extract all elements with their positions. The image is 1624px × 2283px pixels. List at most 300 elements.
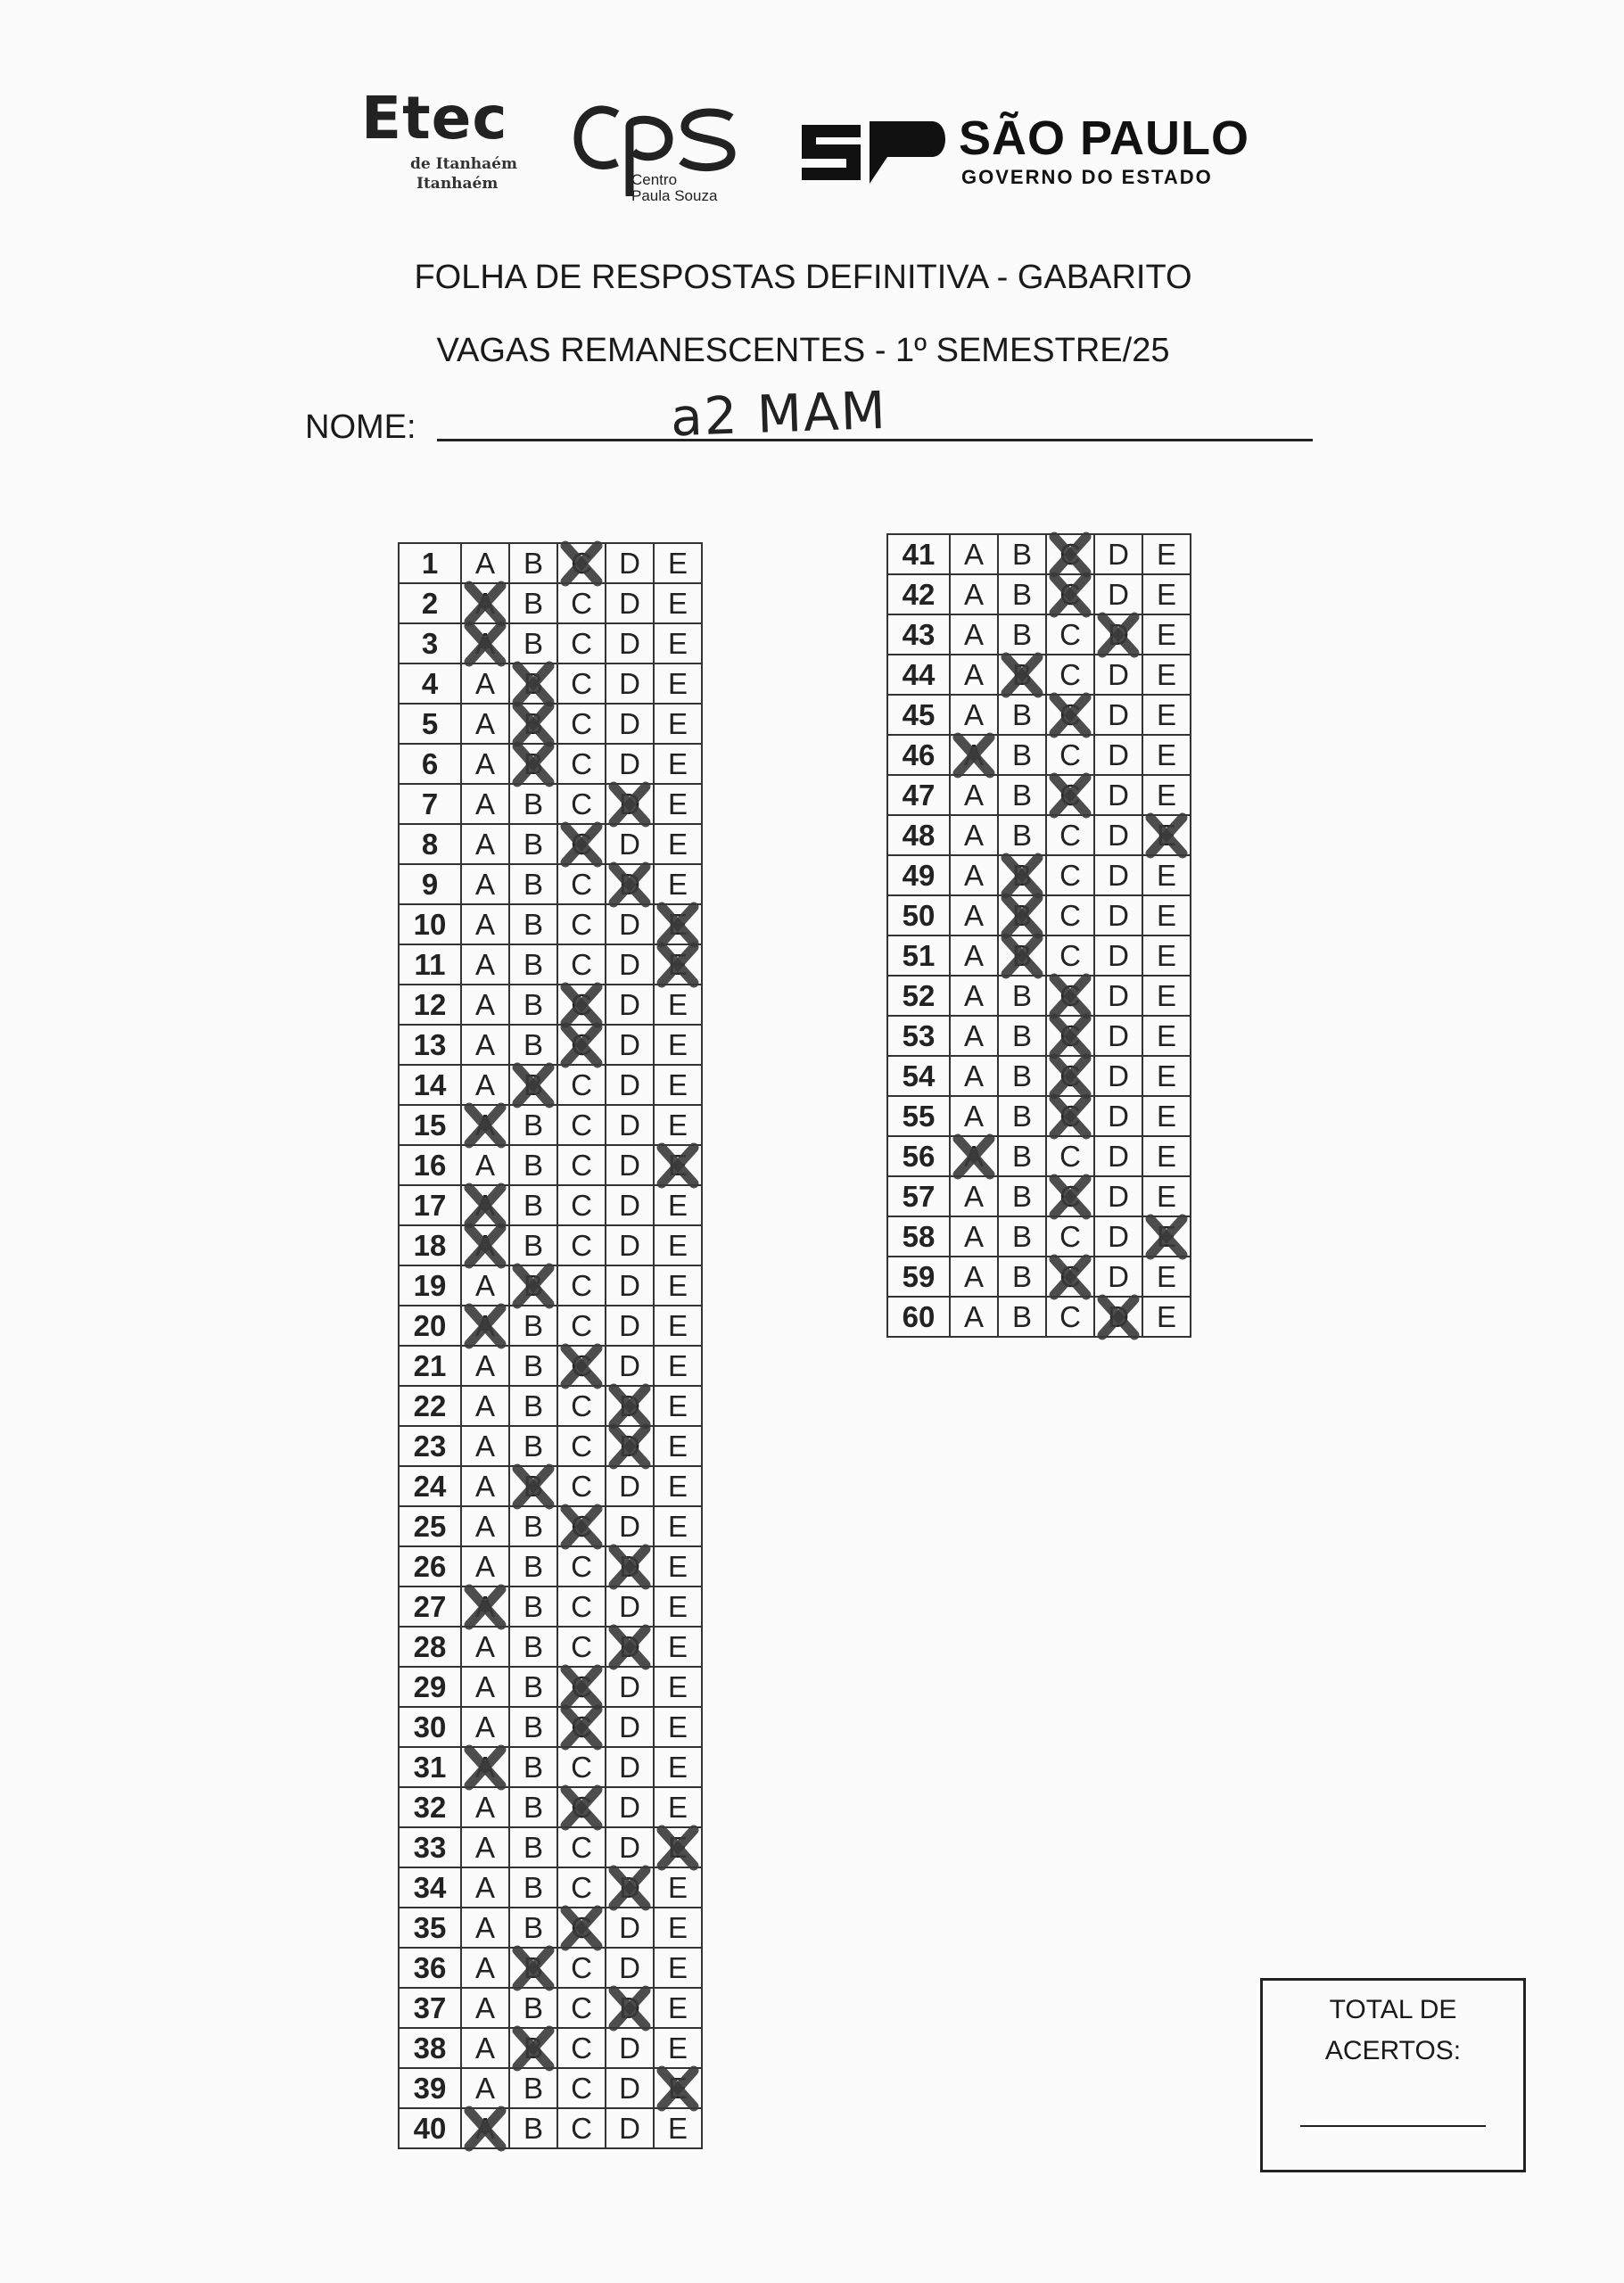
- answer-option-d[interactable]: D: [606, 1346, 654, 1386]
- answer-option-e[interactable]: E: [654, 1667, 702, 1707]
- answer-option-e[interactable]: E: [1142, 1176, 1191, 1216]
- answer-option-c[interactable]: C: [557, 744, 606, 784]
- answer-option-b[interactable]: B: [998, 895, 1046, 935]
- answer-option-a[interactable]: A: [950, 655, 998, 695]
- answer-option-c[interactable]: C: [557, 1667, 606, 1707]
- answer-option-d[interactable]: D: [606, 1065, 654, 1105]
- answer-option-e[interactable]: E: [654, 1306, 702, 1346]
- answer-option-a[interactable]: A: [461, 1948, 509, 1988]
- answer-option-c[interactable]: C: [557, 1867, 606, 1908]
- answer-option-a[interactable]: A: [461, 1908, 509, 1948]
- answer-option-b[interactable]: B: [998, 935, 1046, 976]
- answer-option-b[interactable]: B: [509, 2028, 557, 2068]
- answer-option-a[interactable]: A: [461, 1587, 509, 1627]
- answer-option-d[interactable]: D: [606, 744, 654, 784]
- answer-option-a[interactable]: A: [461, 1707, 509, 1747]
- answer-option-d[interactable]: D: [606, 1627, 654, 1667]
- answer-option-e[interactable]: E: [654, 1346, 702, 1386]
- answer-option-d[interactable]: D: [606, 1546, 654, 1587]
- answer-option-b[interactable]: B: [509, 904, 557, 944]
- answer-option-d[interactable]: D: [606, 985, 654, 1025]
- answer-option-b[interactable]: B: [509, 1306, 557, 1346]
- answer-option-c[interactable]: C: [557, 1185, 606, 1225]
- answer-option-d[interactable]: D: [606, 1386, 654, 1426]
- answer-option-a[interactable]: A: [461, 1306, 509, 1346]
- answer-option-c[interactable]: C: [557, 543, 606, 583]
- answer-option-a[interactable]: A: [950, 1297, 998, 1337]
- answer-option-d[interactable]: D: [606, 1466, 654, 1506]
- answer-option-e[interactable]: E: [654, 1627, 702, 1667]
- answer-option-c[interactable]: C: [557, 1948, 606, 1988]
- answer-option-b[interactable]: B: [509, 623, 557, 663]
- answer-option-e[interactable]: E: [654, 1988, 702, 2028]
- answer-option-c[interactable]: C: [557, 1065, 606, 1105]
- answer-option-e[interactable]: E: [1142, 935, 1191, 976]
- answer-option-b[interactable]: B: [509, 1827, 557, 1867]
- answer-option-d[interactable]: D: [606, 623, 654, 663]
- answer-option-e[interactable]: E: [654, 904, 702, 944]
- answer-option-a[interactable]: A: [461, 1627, 509, 1667]
- answer-option-c[interactable]: C: [1046, 574, 1094, 614]
- answer-option-c[interactable]: C: [1046, 1016, 1094, 1056]
- answer-option-a[interactable]: A: [461, 1988, 509, 2028]
- answer-option-c[interactable]: C: [557, 1546, 606, 1587]
- answer-option-d[interactable]: D: [1094, 1136, 1142, 1176]
- answer-option-a[interactable]: A: [461, 1225, 509, 1265]
- answer-option-e[interactable]: E: [1142, 1216, 1191, 1257]
- answer-option-a[interactable]: A: [461, 1466, 509, 1506]
- answer-option-b[interactable]: B: [998, 574, 1046, 614]
- answer-option-b[interactable]: B: [998, 815, 1046, 855]
- answer-option-a[interactable]: A: [461, 784, 509, 824]
- answer-option-d[interactable]: D: [606, 1988, 654, 2028]
- answer-option-b[interactable]: B: [509, 824, 557, 864]
- answer-option-d[interactable]: D: [1094, 614, 1142, 655]
- answer-option-e[interactable]: E: [1142, 534, 1191, 574]
- answer-option-a[interactable]: A: [950, 534, 998, 574]
- answer-option-d[interactable]: D: [606, 1867, 654, 1908]
- answer-option-a[interactable]: A: [950, 1096, 998, 1136]
- answer-option-e[interactable]: E: [654, 1948, 702, 1988]
- answer-option-b[interactable]: B: [998, 655, 1046, 695]
- answer-option-b[interactable]: B: [509, 1025, 557, 1065]
- answer-option-b[interactable]: B: [509, 1145, 557, 1185]
- answer-option-a[interactable]: A: [950, 935, 998, 976]
- answer-option-a[interactable]: A: [461, 1506, 509, 1546]
- answer-option-b[interactable]: B: [998, 1096, 1046, 1136]
- answer-option-a[interactable]: A: [461, 1426, 509, 1466]
- answer-option-a[interactable]: A: [461, 1265, 509, 1306]
- answer-option-c[interactable]: C: [557, 784, 606, 824]
- answer-option-d[interactable]: D: [606, 904, 654, 944]
- answer-option-a[interactable]: A: [461, 583, 509, 623]
- answer-option-b[interactable]: B: [509, 1948, 557, 1988]
- answer-option-e[interactable]: E: [1142, 1257, 1191, 1297]
- answer-option-c[interactable]: C: [557, 1587, 606, 1627]
- answer-option-e[interactable]: E: [654, 1386, 702, 1426]
- answer-option-e[interactable]: E: [654, 1908, 702, 1948]
- answer-option-e[interactable]: E: [1142, 895, 1191, 935]
- total-score-field[interactable]: [1300, 2125, 1486, 2127]
- answer-option-e[interactable]: E: [654, 583, 702, 623]
- answer-option-d[interactable]: D: [1094, 935, 1142, 976]
- answer-option-d[interactable]: D: [606, 1025, 654, 1065]
- answer-option-a[interactable]: A: [461, 1747, 509, 1787]
- answer-option-e[interactable]: E: [654, 1867, 702, 1908]
- answer-option-c[interactable]: C: [557, 1908, 606, 1948]
- answer-option-a[interactable]: A: [950, 1216, 998, 1257]
- answer-option-d[interactable]: D: [1094, 976, 1142, 1016]
- answer-option-c[interactable]: C: [557, 704, 606, 744]
- answer-option-b[interactable]: B: [509, 543, 557, 583]
- answer-option-a[interactable]: A: [461, 1386, 509, 1426]
- answer-option-e[interactable]: E: [654, 1225, 702, 1265]
- answer-option-d[interactable]: D: [606, 1145, 654, 1185]
- answer-option-c[interactable]: C: [1046, 775, 1094, 815]
- answer-option-c[interactable]: C: [557, 583, 606, 623]
- answer-option-d[interactable]: D: [606, 1587, 654, 1627]
- answer-option-a[interactable]: A: [461, 944, 509, 985]
- answer-option-c[interactable]: C: [557, 944, 606, 985]
- answer-option-a[interactable]: A: [950, 1257, 998, 1297]
- answer-option-d[interactable]: D: [1094, 895, 1142, 935]
- answer-option-c[interactable]: C: [557, 1988, 606, 2028]
- answer-option-a[interactable]: A: [461, 1346, 509, 1386]
- answer-option-d[interactable]: D: [606, 824, 654, 864]
- answer-option-d[interactable]: D: [606, 1225, 654, 1265]
- answer-option-a[interactable]: A: [950, 614, 998, 655]
- answer-option-b[interactable]: B: [509, 1466, 557, 1506]
- answer-option-c[interactable]: C: [557, 1265, 606, 1306]
- answer-option-c[interactable]: C: [557, 904, 606, 944]
- answer-option-b[interactable]: B: [998, 855, 1046, 895]
- answer-option-b[interactable]: B: [998, 976, 1046, 1016]
- answer-option-a[interactable]: A: [950, 1176, 998, 1216]
- answer-option-c[interactable]: C: [1046, 815, 1094, 855]
- answer-option-e[interactable]: E: [1142, 1056, 1191, 1096]
- answer-option-c[interactable]: C: [557, 2068, 606, 2108]
- answer-option-d[interactable]: D: [606, 1787, 654, 1827]
- answer-option-d[interactable]: D: [606, 1306, 654, 1346]
- answer-option-e[interactable]: E: [654, 784, 702, 824]
- answer-option-e[interactable]: E: [1142, 1297, 1191, 1337]
- answer-option-d[interactable]: D: [1094, 655, 1142, 695]
- answer-option-e[interactable]: E: [1142, 1016, 1191, 1056]
- answer-option-e[interactable]: E: [654, 1707, 702, 1747]
- answer-option-e[interactable]: E: [654, 663, 702, 704]
- answer-option-e[interactable]: E: [654, 1506, 702, 1546]
- answer-option-d[interactable]: D: [606, 1948, 654, 1988]
- answer-option-e[interactable]: E: [654, 1787, 702, 1827]
- answer-option-b[interactable]: B: [509, 1386, 557, 1426]
- answer-option-d[interactable]: D: [1094, 695, 1142, 735]
- answer-option-a[interactable]: A: [461, 985, 509, 1025]
- answer-option-d[interactable]: D: [606, 663, 654, 704]
- answer-option-e[interactable]: E: [654, 1025, 702, 1065]
- answer-option-e[interactable]: E: [1142, 1096, 1191, 1136]
- answer-option-b[interactable]: B: [509, 1506, 557, 1546]
- answer-option-a[interactable]: A: [461, 1025, 509, 1065]
- answer-option-d[interactable]: D: [606, 1747, 654, 1787]
- answer-option-e[interactable]: E: [1142, 574, 1191, 614]
- answer-option-a[interactable]: A: [461, 1867, 509, 1908]
- answer-option-c[interactable]: C: [1046, 855, 1094, 895]
- answer-option-b[interactable]: B: [509, 1667, 557, 1707]
- answer-option-d[interactable]: D: [1094, 855, 1142, 895]
- answer-option-a[interactable]: A: [950, 855, 998, 895]
- answer-option-a[interactable]: A: [950, 775, 998, 815]
- answer-option-a[interactable]: A: [950, 695, 998, 735]
- answer-option-b[interactable]: B: [509, 663, 557, 704]
- answer-option-e[interactable]: E: [1142, 695, 1191, 735]
- answer-option-c[interactable]: C: [1046, 895, 1094, 935]
- answer-option-b[interactable]: B: [509, 1185, 557, 1225]
- answer-option-b[interactable]: B: [998, 1176, 1046, 1216]
- answer-option-c[interactable]: C: [1046, 1176, 1094, 1216]
- answer-option-b[interactable]: B: [998, 1136, 1046, 1176]
- answer-option-c[interactable]: C: [1046, 534, 1094, 574]
- answer-option-c[interactable]: C: [557, 1346, 606, 1386]
- answer-option-d[interactable]: D: [606, 1265, 654, 1306]
- answer-option-c[interactable]: C: [557, 1426, 606, 1466]
- answer-option-b[interactable]: B: [509, 864, 557, 904]
- answer-option-b[interactable]: B: [509, 1908, 557, 1948]
- answer-option-b[interactable]: B: [509, 744, 557, 784]
- answer-option-e[interactable]: E: [1142, 735, 1191, 775]
- answer-option-a[interactable]: A: [461, 543, 509, 583]
- answer-option-a[interactable]: A: [461, 824, 509, 864]
- answer-option-a[interactable]: A: [461, 1667, 509, 1707]
- answer-option-d[interactable]: D: [606, 1827, 654, 1867]
- answer-option-e[interactable]: E: [1142, 775, 1191, 815]
- answer-option-b[interactable]: B: [998, 775, 1046, 815]
- answer-option-b[interactable]: B: [998, 1016, 1046, 1056]
- answer-option-a[interactable]: A: [950, 1016, 998, 1056]
- answer-option-d[interactable]: D: [606, 1426, 654, 1466]
- answer-option-a[interactable]: A: [950, 895, 998, 935]
- answer-option-d[interactable]: D: [606, 944, 654, 985]
- answer-option-d[interactable]: D: [1094, 1016, 1142, 1056]
- answer-option-c[interactable]: C: [1046, 695, 1094, 735]
- answer-option-c[interactable]: C: [1046, 1216, 1094, 1257]
- answer-option-a[interactable]: A: [461, 1145, 509, 1185]
- answer-option-e[interactable]: E: [654, 985, 702, 1025]
- answer-option-c[interactable]: C: [557, 1386, 606, 1426]
- answer-option-a[interactable]: A: [461, 744, 509, 784]
- answer-option-d[interactable]: D: [606, 1185, 654, 1225]
- answer-option-c[interactable]: C: [1046, 614, 1094, 655]
- answer-option-e[interactable]: E: [654, 1466, 702, 1506]
- answer-option-e[interactable]: E: [1142, 1136, 1191, 1176]
- answer-option-a[interactable]: A: [461, 2068, 509, 2108]
- answer-option-d[interactable]: D: [606, 704, 654, 744]
- answer-option-a[interactable]: A: [950, 735, 998, 775]
- answer-option-e[interactable]: E: [654, 1105, 702, 1145]
- answer-option-e[interactable]: E: [654, 2068, 702, 2108]
- answer-option-d[interactable]: D: [1094, 1257, 1142, 1297]
- answer-option-a[interactable]: A: [461, 1065, 509, 1105]
- answer-option-c[interactable]: C: [557, 623, 606, 663]
- answer-option-e[interactable]: E: [654, 1827, 702, 1867]
- answer-option-a[interactable]: A: [950, 1056, 998, 1096]
- answer-option-b[interactable]: B: [509, 2108, 557, 2148]
- answer-option-a[interactable]: A: [461, 904, 509, 944]
- answer-option-e[interactable]: E: [1142, 655, 1191, 695]
- answer-option-a[interactable]: A: [461, 2028, 509, 2068]
- answer-option-e[interactable]: E: [1142, 815, 1191, 855]
- answer-option-e[interactable]: E: [654, 1185, 702, 1225]
- answer-option-d[interactable]: D: [1094, 735, 1142, 775]
- answer-option-b[interactable]: B: [509, 1707, 557, 1747]
- answer-option-a[interactable]: A: [950, 574, 998, 614]
- answer-option-c[interactable]: C: [1046, 1056, 1094, 1096]
- answer-option-c[interactable]: C: [557, 1025, 606, 1065]
- answer-option-d[interactable]: D: [1094, 574, 1142, 614]
- answer-option-a[interactable]: A: [461, 623, 509, 663]
- answer-option-c[interactable]: C: [1046, 935, 1094, 976]
- answer-option-d[interactable]: D: [606, 1707, 654, 1747]
- answer-option-d[interactable]: D: [606, 543, 654, 583]
- answer-option-e[interactable]: E: [1142, 855, 1191, 895]
- answer-option-b[interactable]: B: [509, 2068, 557, 2108]
- answer-option-c[interactable]: C: [557, 1225, 606, 1265]
- answer-option-d[interactable]: D: [606, 2068, 654, 2108]
- answer-option-c[interactable]: C: [557, 2108, 606, 2148]
- answer-option-c[interactable]: C: [557, 1105, 606, 1145]
- answer-option-c[interactable]: C: [557, 1747, 606, 1787]
- answer-option-a[interactable]: A: [950, 815, 998, 855]
- answer-option-b[interactable]: B: [998, 1056, 1046, 1096]
- answer-option-c[interactable]: C: [1046, 735, 1094, 775]
- answer-option-b[interactable]: B: [998, 614, 1046, 655]
- answer-option-c[interactable]: C: [1046, 1136, 1094, 1176]
- answer-option-d[interactable]: D: [1094, 1056, 1142, 1096]
- answer-option-a[interactable]: A: [461, 1827, 509, 1867]
- answer-option-b[interactable]: B: [509, 1747, 557, 1787]
- answer-option-d[interactable]: D: [606, 1506, 654, 1546]
- answer-option-d[interactable]: D: [1094, 1176, 1142, 1216]
- answer-option-a[interactable]: A: [461, 1787, 509, 1827]
- answer-option-b[interactable]: B: [509, 784, 557, 824]
- answer-option-c[interactable]: C: [557, 1145, 606, 1185]
- answer-option-e[interactable]: E: [1142, 614, 1191, 655]
- answer-option-b[interactable]: B: [998, 1216, 1046, 1257]
- answer-option-c[interactable]: C: [557, 1627, 606, 1667]
- answer-option-d[interactable]: D: [1094, 1216, 1142, 1257]
- answer-option-a[interactable]: A: [950, 1136, 998, 1176]
- answer-option-e[interactable]: E: [654, 704, 702, 744]
- answer-option-d[interactable]: D: [1094, 1096, 1142, 1136]
- answer-option-a[interactable]: A: [461, 663, 509, 704]
- answer-option-b[interactable]: B: [509, 1065, 557, 1105]
- answer-option-c[interactable]: C: [557, 864, 606, 904]
- answer-option-d[interactable]: D: [606, 1667, 654, 1707]
- answer-option-c[interactable]: C: [557, 1506, 606, 1546]
- answer-option-d[interactable]: D: [1094, 534, 1142, 574]
- answer-option-d[interactable]: D: [606, 1908, 654, 1948]
- answer-option-c[interactable]: C: [557, 1827, 606, 1867]
- answer-option-e[interactable]: E: [654, 864, 702, 904]
- answer-option-e[interactable]: E: [654, 744, 702, 784]
- answer-option-e[interactable]: E: [654, 824, 702, 864]
- answer-option-d[interactable]: D: [1094, 775, 1142, 815]
- answer-option-e[interactable]: E: [654, 2108, 702, 2148]
- answer-option-d[interactable]: D: [606, 784, 654, 824]
- answer-option-e[interactable]: E: [1142, 976, 1191, 1016]
- answer-option-a[interactable]: A: [461, 1546, 509, 1587]
- answer-option-c[interactable]: C: [557, 985, 606, 1025]
- answer-option-d[interactable]: D: [1094, 1297, 1142, 1337]
- answer-option-e[interactable]: E: [654, 1065, 702, 1105]
- answer-option-b[interactable]: B: [998, 1257, 1046, 1297]
- answer-option-b[interactable]: B: [509, 1627, 557, 1667]
- answer-option-c[interactable]: C: [557, 663, 606, 704]
- answer-option-b[interactable]: B: [509, 1546, 557, 1587]
- answer-option-c[interactable]: C: [557, 2028, 606, 2068]
- answer-option-d[interactable]: D: [606, 583, 654, 623]
- answer-option-e[interactable]: E: [654, 1265, 702, 1306]
- answer-option-b[interactable]: B: [509, 1787, 557, 1827]
- answer-option-c[interactable]: C: [557, 1707, 606, 1747]
- answer-option-b[interactable]: B: [509, 985, 557, 1025]
- answer-option-b[interactable]: B: [998, 695, 1046, 735]
- answer-option-d[interactable]: D: [606, 2108, 654, 2148]
- answer-option-c[interactable]: C: [1046, 1096, 1094, 1136]
- answer-option-e[interactable]: E: [654, 543, 702, 583]
- answer-option-b[interactable]: B: [509, 1265, 557, 1306]
- answer-option-c[interactable]: C: [557, 1466, 606, 1506]
- answer-option-e[interactable]: E: [654, 1426, 702, 1466]
- answer-option-b[interactable]: B: [509, 583, 557, 623]
- answer-option-b[interactable]: B: [509, 944, 557, 985]
- answer-option-a[interactable]: A: [461, 2108, 509, 2148]
- answer-option-e[interactable]: E: [654, 1587, 702, 1627]
- answer-option-e[interactable]: E: [654, 1747, 702, 1787]
- answer-option-c[interactable]: C: [557, 1306, 606, 1346]
- answer-option-e[interactable]: E: [654, 1546, 702, 1587]
- answer-option-a[interactable]: A: [461, 1185, 509, 1225]
- answer-option-c[interactable]: C: [557, 824, 606, 864]
- answer-option-d[interactable]: D: [1094, 815, 1142, 855]
- answer-option-c[interactable]: C: [1046, 655, 1094, 695]
- answer-option-e[interactable]: E: [654, 1145, 702, 1185]
- answer-option-e[interactable]: E: [654, 623, 702, 663]
- answer-option-a[interactable]: A: [461, 864, 509, 904]
- answer-option-d[interactable]: D: [606, 1105, 654, 1145]
- answer-option-b[interactable]: B: [998, 1297, 1046, 1337]
- answer-option-a[interactable]: A: [950, 976, 998, 1016]
- answer-option-b[interactable]: B: [998, 534, 1046, 574]
- answer-option-b[interactable]: B: [998, 735, 1046, 775]
- answer-option-c[interactable]: C: [557, 1787, 606, 1827]
- answer-option-b[interactable]: B: [509, 704, 557, 744]
- answer-option-b[interactable]: B: [509, 1225, 557, 1265]
- answer-option-c[interactable]: C: [1046, 1257, 1094, 1297]
- answer-option-e[interactable]: E: [654, 2028, 702, 2068]
- answer-option-b[interactable]: B: [509, 1105, 557, 1145]
- answer-option-b[interactable]: B: [509, 1426, 557, 1466]
- answer-option-c[interactable]: C: [1046, 976, 1094, 1016]
- answer-option-b[interactable]: B: [509, 1867, 557, 1908]
- answer-option-d[interactable]: D: [606, 864, 654, 904]
- answer-option-c[interactable]: C: [1046, 1297, 1094, 1337]
- answer-option-b[interactable]: B: [509, 1988, 557, 2028]
- answer-option-d[interactable]: D: [606, 2028, 654, 2068]
- answer-option-e[interactable]: E: [654, 944, 702, 985]
- answer-option-a[interactable]: A: [461, 1105, 509, 1145]
- answer-option-b[interactable]: B: [509, 1587, 557, 1627]
- answer-option-b[interactable]: B: [509, 1346, 557, 1386]
